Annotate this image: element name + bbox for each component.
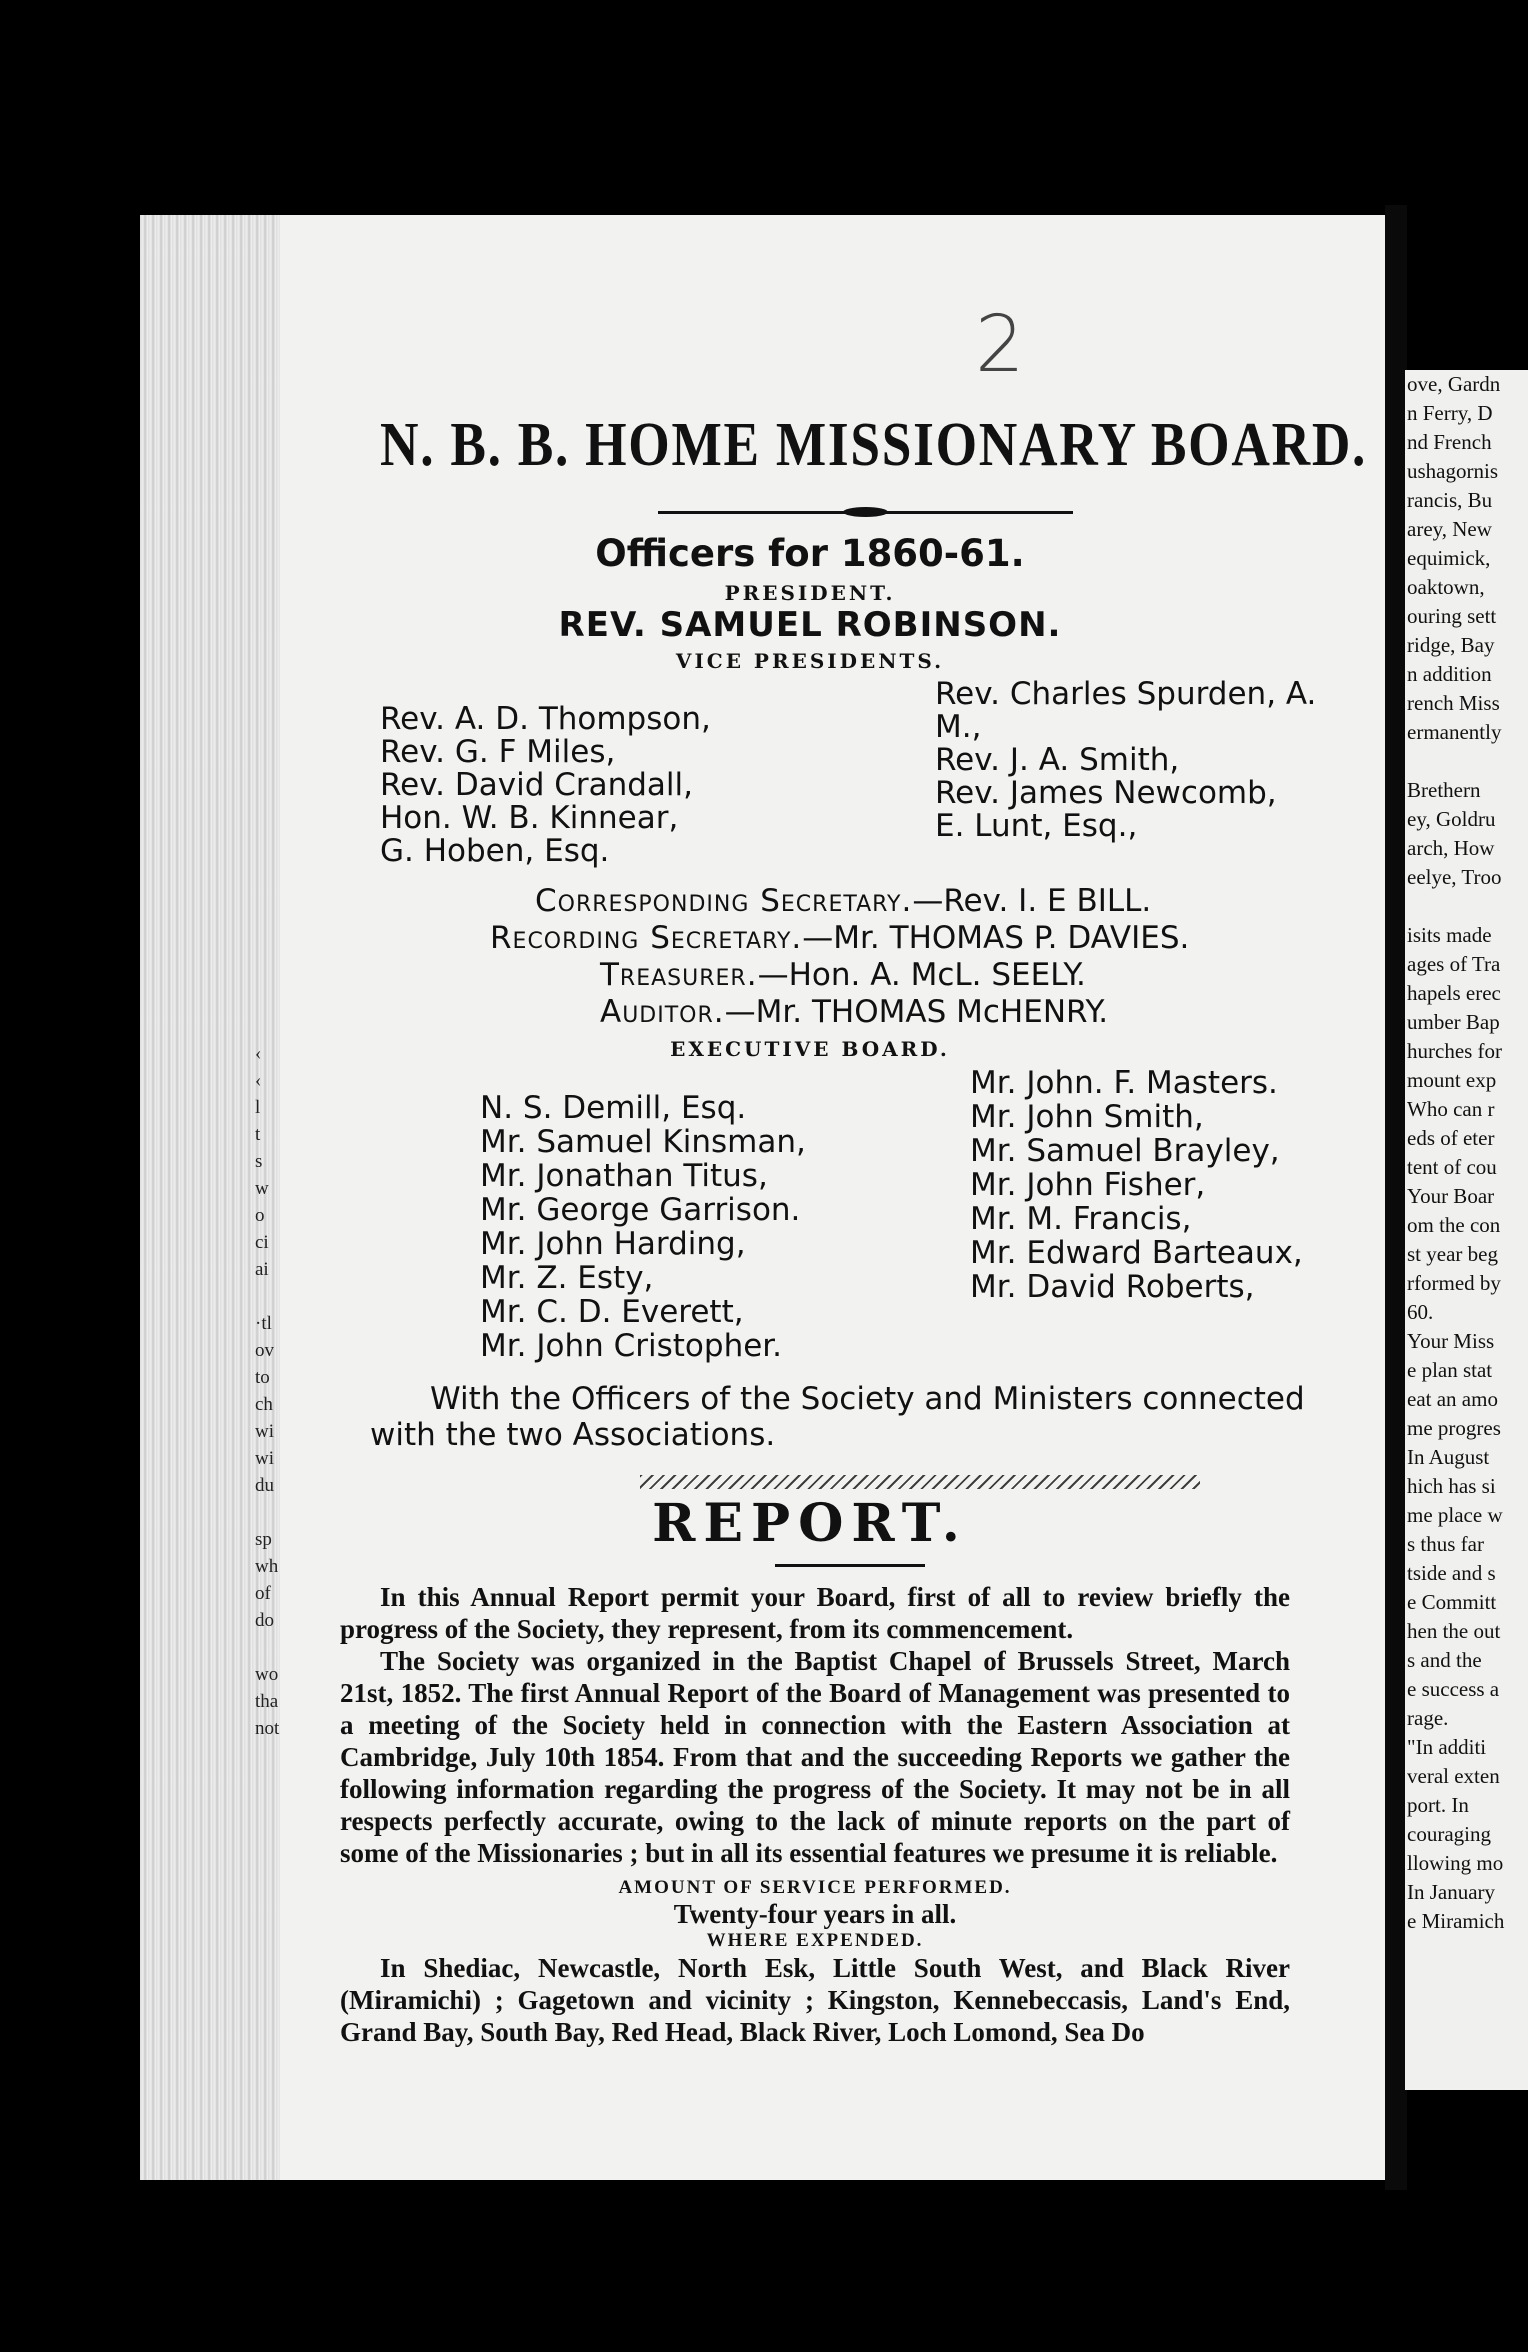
fragment-line: not: [255, 1718, 280, 1739]
executive-board-label: EXECUTIVE BOARD.: [670, 1037, 950, 1061]
board-member: N. S. Demill, Esq.: [480, 1090, 747, 1126]
vice-presidents: [380, 673, 1360, 883]
fragment-line: w: [255, 1178, 269, 1199]
book-spine: [1385, 205, 1407, 2190]
fragment-line: l: [255, 1097, 261, 1118]
board-member: Mr. M. Francis,: [970, 1201, 1192, 1237]
fragment-line: du: [255, 1475, 274, 1496]
fragment-line: ridge, Bay: [1407, 633, 1495, 657]
fragment-line: ·tl: [255, 1313, 272, 1334]
fragment-line: wi: [255, 1421, 274, 1442]
fragment-line: wh: [255, 1556, 279, 1577]
short-rule: [775, 1564, 925, 1567]
fragment-line: s and the: [1407, 1648, 1482, 1672]
fragment-line: port. In: [1407, 1793, 1469, 1817]
fragment-line: wo: [255, 1664, 279, 1685]
vice-president: Rev. J. A. Smith,: [935, 742, 1180, 778]
board-member: Mr. Samuel Kinsman,: [480, 1124, 806, 1160]
secretaries: [380, 883, 1360, 1031]
vice-president: Rev. James Newcomb,: [935, 775, 1277, 811]
fragment-line: ch: [255, 1394, 273, 1415]
board-member: Mr. Z. Esty,: [480, 1260, 654, 1296]
fragment-line: do: [255, 1610, 274, 1631]
vice-president: Rev. G. F Miles,: [380, 734, 616, 770]
fragment-line: hen the out: [1407, 1619, 1501, 1643]
fragment-line: n addition: [1407, 662, 1492, 686]
fragment-line: ouring sett: [1407, 604, 1497, 628]
fragment-line: eelye, Troo: [1407, 865, 1502, 889]
fragment-line: tha: [255, 1691, 279, 1712]
board-member: Mr. John. F. Masters.: [970, 1065, 1278, 1101]
board-member: Mr. John Fisher,: [970, 1167, 1206, 1203]
fragment-line: o: [255, 1205, 265, 1226]
fragment-line: me place w: [1407, 1503, 1503, 1527]
vice-president: G. Hoben, Esq.: [380, 833, 610, 869]
fragment-line: of: [255, 1583, 271, 1604]
page-content: [340, 410, 1368, 2048]
fragment-line: ove, Gardn: [1407, 372, 1501, 396]
board-member: Mr. Edward Barteaux,: [970, 1235, 1303, 1271]
fragment-line: ey, Goldru: [1407, 807, 1496, 831]
fragment-line: oaktown,: [1407, 575, 1485, 599]
treasurer: Treasurer.—Hon. A. McL. SEELY.: [600, 957, 1086, 993]
fragment-line: Your Miss: [1407, 1329, 1495, 1353]
fragment-line: nd French: [1407, 430, 1492, 454]
fragment-line: "In additi: [1407, 1735, 1487, 1759]
pencil-page-number: 2: [975, 300, 1025, 390]
officers-heading: Officers for 1860-61.: [595, 532, 1025, 575]
page-title: N. B. B. HOME MISSIONARY BOARD.: [380, 411, 1368, 479]
board-member: Mr. David Roberts,: [970, 1269, 1255, 1305]
report-heading: REPORT.: [652, 1493, 968, 1554]
executive-board: [380, 1061, 1360, 1364]
fragment-line: e Miramich: [1407, 1909, 1505, 1933]
fragment-line: t: [255, 1124, 261, 1145]
fragment-line: st year beg: [1407, 1242, 1498, 1266]
fragment-line: [255, 1283, 295, 1310]
where-label: WHERE EXPENDED.: [706, 1930, 924, 1951]
fragment-line: hapels erec: [1407, 981, 1501, 1005]
fragment-line: ushagornis: [1407, 459, 1498, 483]
vice-president: E. Lunt, Esq.,: [935, 808, 1138, 844]
fragment-line: tent of cou: [1407, 1155, 1497, 1179]
fragment-line: ermanently: [1407, 720, 1502, 744]
report-paragraph: In this Annual Report permit your Board, first of all to review briefly the progress of the Society, they represent, from its commencement.: [340, 1582, 1290, 1644]
fragment-line: isits made: [1407, 923, 1492, 947]
vice-presidents-right: [935, 678, 1360, 843]
where-paragraph: In Shediac, Newcastle, North Esk, Little South West, and Black River (Miramichi) ; Gagetown and vicinity ; Kingston, Kennebeccasis, Land's End, Grand Bay, South Bay, Red Head, Black River, Loch Lomond, Sea Do: [340, 1953, 1290, 2047]
fragment-line: [255, 1499, 295, 1526]
fragment-line: ‹: [255, 1070, 262, 1091]
fragment-line: couraging: [1407, 1822, 1491, 1846]
fragment-line: tside and s: [1407, 1561, 1496, 1585]
president-label: PRESIDENT.: [724, 581, 896, 605]
corresponding-secretary: Corresponding Secretary.—Rev. I. E BILL.: [535, 883, 1152, 919]
board-member: Mr. Samuel Brayley,: [970, 1133, 1280, 1169]
board-member: Mr. John Smith,: [970, 1099, 1204, 1135]
fragment-line: In January: [1407, 1880, 1496, 1904]
vice-president: Rev. David Crandall,: [380, 767, 694, 803]
fragment-line: ages of Tra: [1407, 952, 1501, 976]
recording-secretary: Recording Secretary.—Mr. THOMAS P. DAVIES.: [490, 920, 1190, 956]
vice-president: Hon. W. B. Kinnear,: [380, 800, 679, 836]
fragment-line: Your Boar: [1407, 1184, 1495, 1208]
report-paragraph: The Society was organized in the Baptist Chapel of Brussels Street, March 21st, 1852. The first Annual Report of the Board of Management was presented to a meeting of the Society held in connection with the Eastern Association at Cambridge, July 10th 1854. From that and the succeeding Reports we gather the following information regarding the progress of the Society. It may not be in all respects perfectly accurate, owing to the lack of minute reports on the part of some of the Missionaries ; but in all its essential features we presume it is reliable.: [340, 1646, 1290, 1868]
fragment-line: 60.: [1407, 1300, 1434, 1324]
fragment-line: arey, New: [1407, 517, 1492, 541]
fragment-line: sp: [255, 1529, 272, 1550]
board-member: Mr. George Garrison.: [480, 1192, 801, 1228]
fragment-line: [255, 1634, 295, 1661]
fragment-line: ‹: [255, 1043, 262, 1064]
fragment-line: om the con: [1407, 1213, 1501, 1237]
fragment-line: e Committ: [1407, 1590, 1497, 1614]
fragment-line: umber Bap: [1407, 1010, 1500, 1034]
fragment-line: Who can r: [1407, 1097, 1495, 1121]
fragment-line: llowing mo: [1407, 1851, 1504, 1875]
executive-right: [970, 1066, 1303, 1304]
fragment-line: eat an amo: [1407, 1387, 1498, 1411]
amount-value: Twenty-four years in all.: [673, 1899, 957, 1929]
board-member: Mr. Jonathan Titus,: [480, 1158, 768, 1194]
vice-presidents-label: VICE PRESIDENTS.: [675, 649, 945, 673]
fragment-line: me progres: [1407, 1416, 1501, 1440]
fragment-line: rformed by: [1407, 1271, 1501, 1295]
fragment-line: e success a: [1407, 1677, 1500, 1701]
fragment-line: equimick,: [1407, 546, 1491, 570]
previous-page-fragment: [255, 1040, 295, 1742]
fragment-line: hurches for: [1407, 1039, 1503, 1063]
vice-presidents-left: [380, 703, 711, 868]
fragment-line: In August: [1407, 1445, 1490, 1469]
ornamental-rule: [658, 511, 1073, 514]
fragment-line: eds of eter: [1407, 1126, 1495, 1150]
fragment-line: [1405, 747, 1528, 776]
vice-president: Rev. A. D. Thompson,: [380, 701, 711, 737]
vice-president: Rev. Charles Spurden, A. M.,: [935, 676, 1317, 745]
next-page-fragment: [1405, 370, 1528, 2090]
fragment-line: [1405, 892, 1528, 921]
wavy-rule: [640, 1475, 1200, 1489]
fragment-line: ov: [255, 1340, 274, 1361]
fragment-line: veral exten: [1407, 1764, 1500, 1788]
board-member: Mr. John Cristopher.: [480, 1328, 783, 1364]
fragment-line: s: [255, 1151, 263, 1172]
executive-left: [480, 1091, 806, 1363]
fragment-line: rage.: [1407, 1706, 1449, 1730]
fragment-line: rench Miss: [1407, 691, 1500, 715]
fragment-line: e plan stat: [1407, 1358, 1493, 1382]
fragment-line: arch, How: [1407, 836, 1495, 860]
fragment-line: ai: [255, 1259, 269, 1280]
board-member: Mr. John Harding,: [480, 1226, 746, 1262]
fragment-line: hich has si: [1407, 1474, 1496, 1498]
fragment-line: mount exp: [1407, 1068, 1497, 1092]
auditor: Auditor.—Mr. THOMAS McHENRY.: [600, 994, 1109, 1030]
fragment-line: ci: [255, 1232, 269, 1253]
fragment-line: to: [255, 1367, 270, 1388]
president-name: REV. SAMUEL ROBINSON.: [558, 605, 1062, 645]
board-member: Mr. C. D. Everett,: [480, 1294, 744, 1330]
officers-note: With the Officers of the Society and Ministers connected with the two Associations.: [370, 1381, 1305, 1453]
fragment-line: wi: [255, 1448, 274, 1469]
fragment-line: rancis, Bu: [1407, 488, 1493, 512]
fragment-line: n Ferry, D: [1407, 401, 1493, 425]
fragment-line: s thus far: [1407, 1532, 1484, 1556]
amount-label: AMOUNT OF SERVICE PERFORMED.: [618, 1877, 1012, 1898]
fragment-line: Brethern: [1407, 778, 1481, 802]
